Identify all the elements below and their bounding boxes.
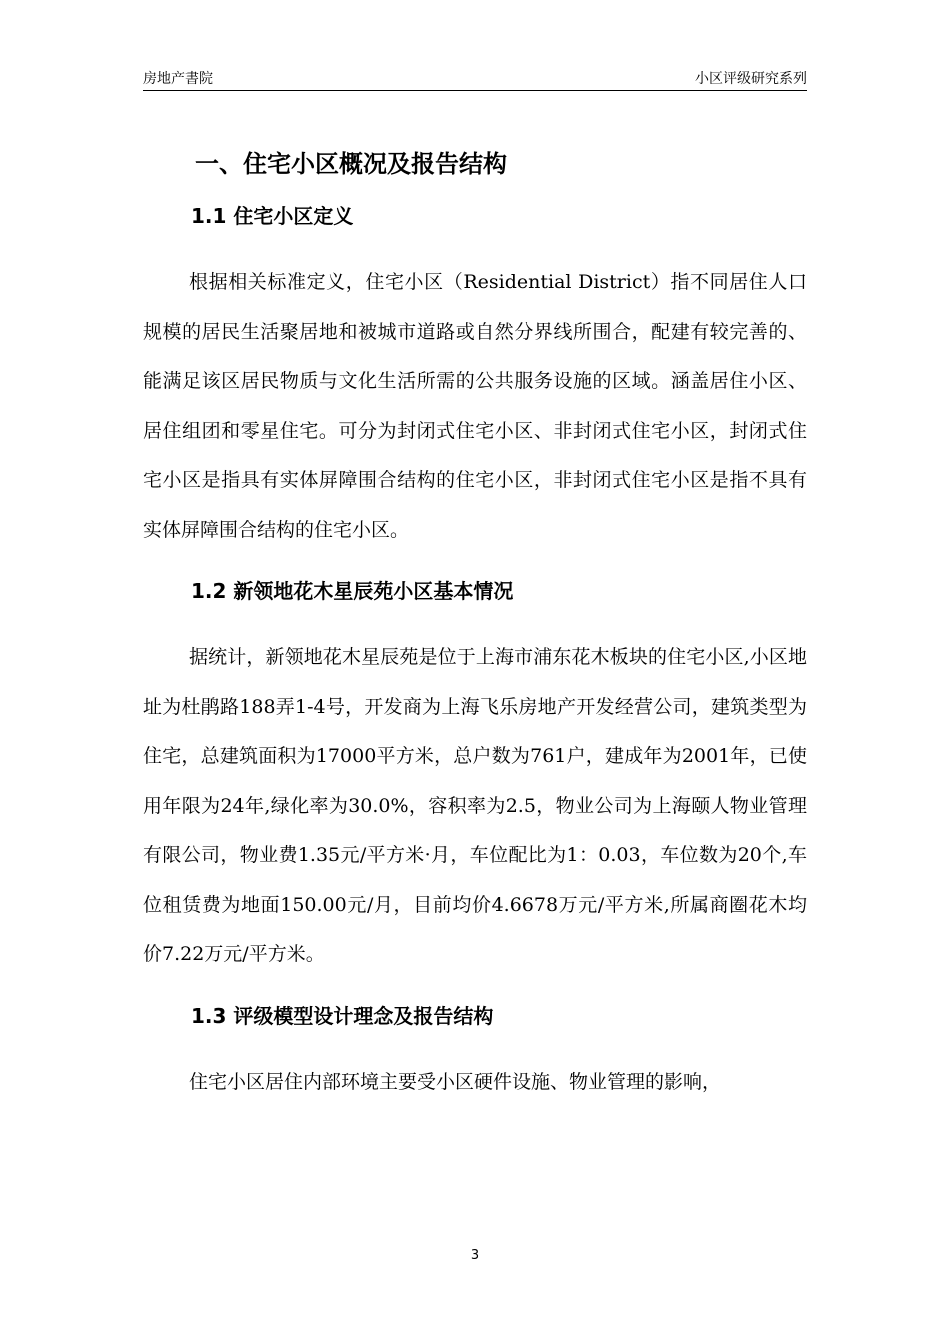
section-heading-1-2: 1.2 新领地花木星辰苑小区基本情况 <box>191 579 514 603</box>
section-paragraph-1-2: 据统计，新领地花木星辰苑是位于上海市浦东花木板块的住宅小区,小区地址为杜鹃路188弄1-4号，开发商为上海飞乐房地产开发经营公司，建筑类型为住宅，总建筑面积为17000平方米，总户数为761户，建成年为2001年，已使用年限为24年,绿化率为30.0%，容积率为2.5，物业公司为上海颐人物业管理有限公司，物业费1.35元/平方米·月，车位配比为1：0.03，车位数为20个,车位租赁费为地面150.00元/月，目前均价4.6678万元/平方米,所属商圈花木均价7.22万元/平方米。 <box>143 646 807 965</box>
section-heading-1-3: 1.3 评级模型设计理念及报告结构 <box>191 1003 494 1028</box>
page-number: 3 <box>470 1248 480 1263</box>
header-left-text: 房地产書院 <box>143 71 213 87</box>
page-header <box>143 66 807 91</box>
document-body <box>143 140 807 1123</box>
section-heading-1-1: 1.1 住宅小区定义 <box>191 204 354 228</box>
header-right-text: 小区评级研究系列 <box>695 71 807 87</box>
chapter-title: 一、住宅小区概况及报告结构 <box>195 150 507 178</box>
section-paragraph-1-3: 住宅小区居住内部环境主要受小区硬件设施、物业管理的影响， <box>189 1070 722 1093</box>
section-paragraph-1-1: 根据相关标准定义，住宅小区（Residential District）指不同居住人口规模的居民生活聚居地和被城市道路或自然分界线所围合，配建有较完善的、能满足该区居民物质与文化生活所需的公共服务设施的区域。涵盖居住小区、居住组团和零星住宅。可分为封闭式住宅小区、非封闭式住宅小区，封闭式住宅小区是指具有实体屏障围合结构的住宅小区，非封闭式住宅小区是指不具有实体屏障围合结构的住宅小区。 <box>143 271 807 541</box>
